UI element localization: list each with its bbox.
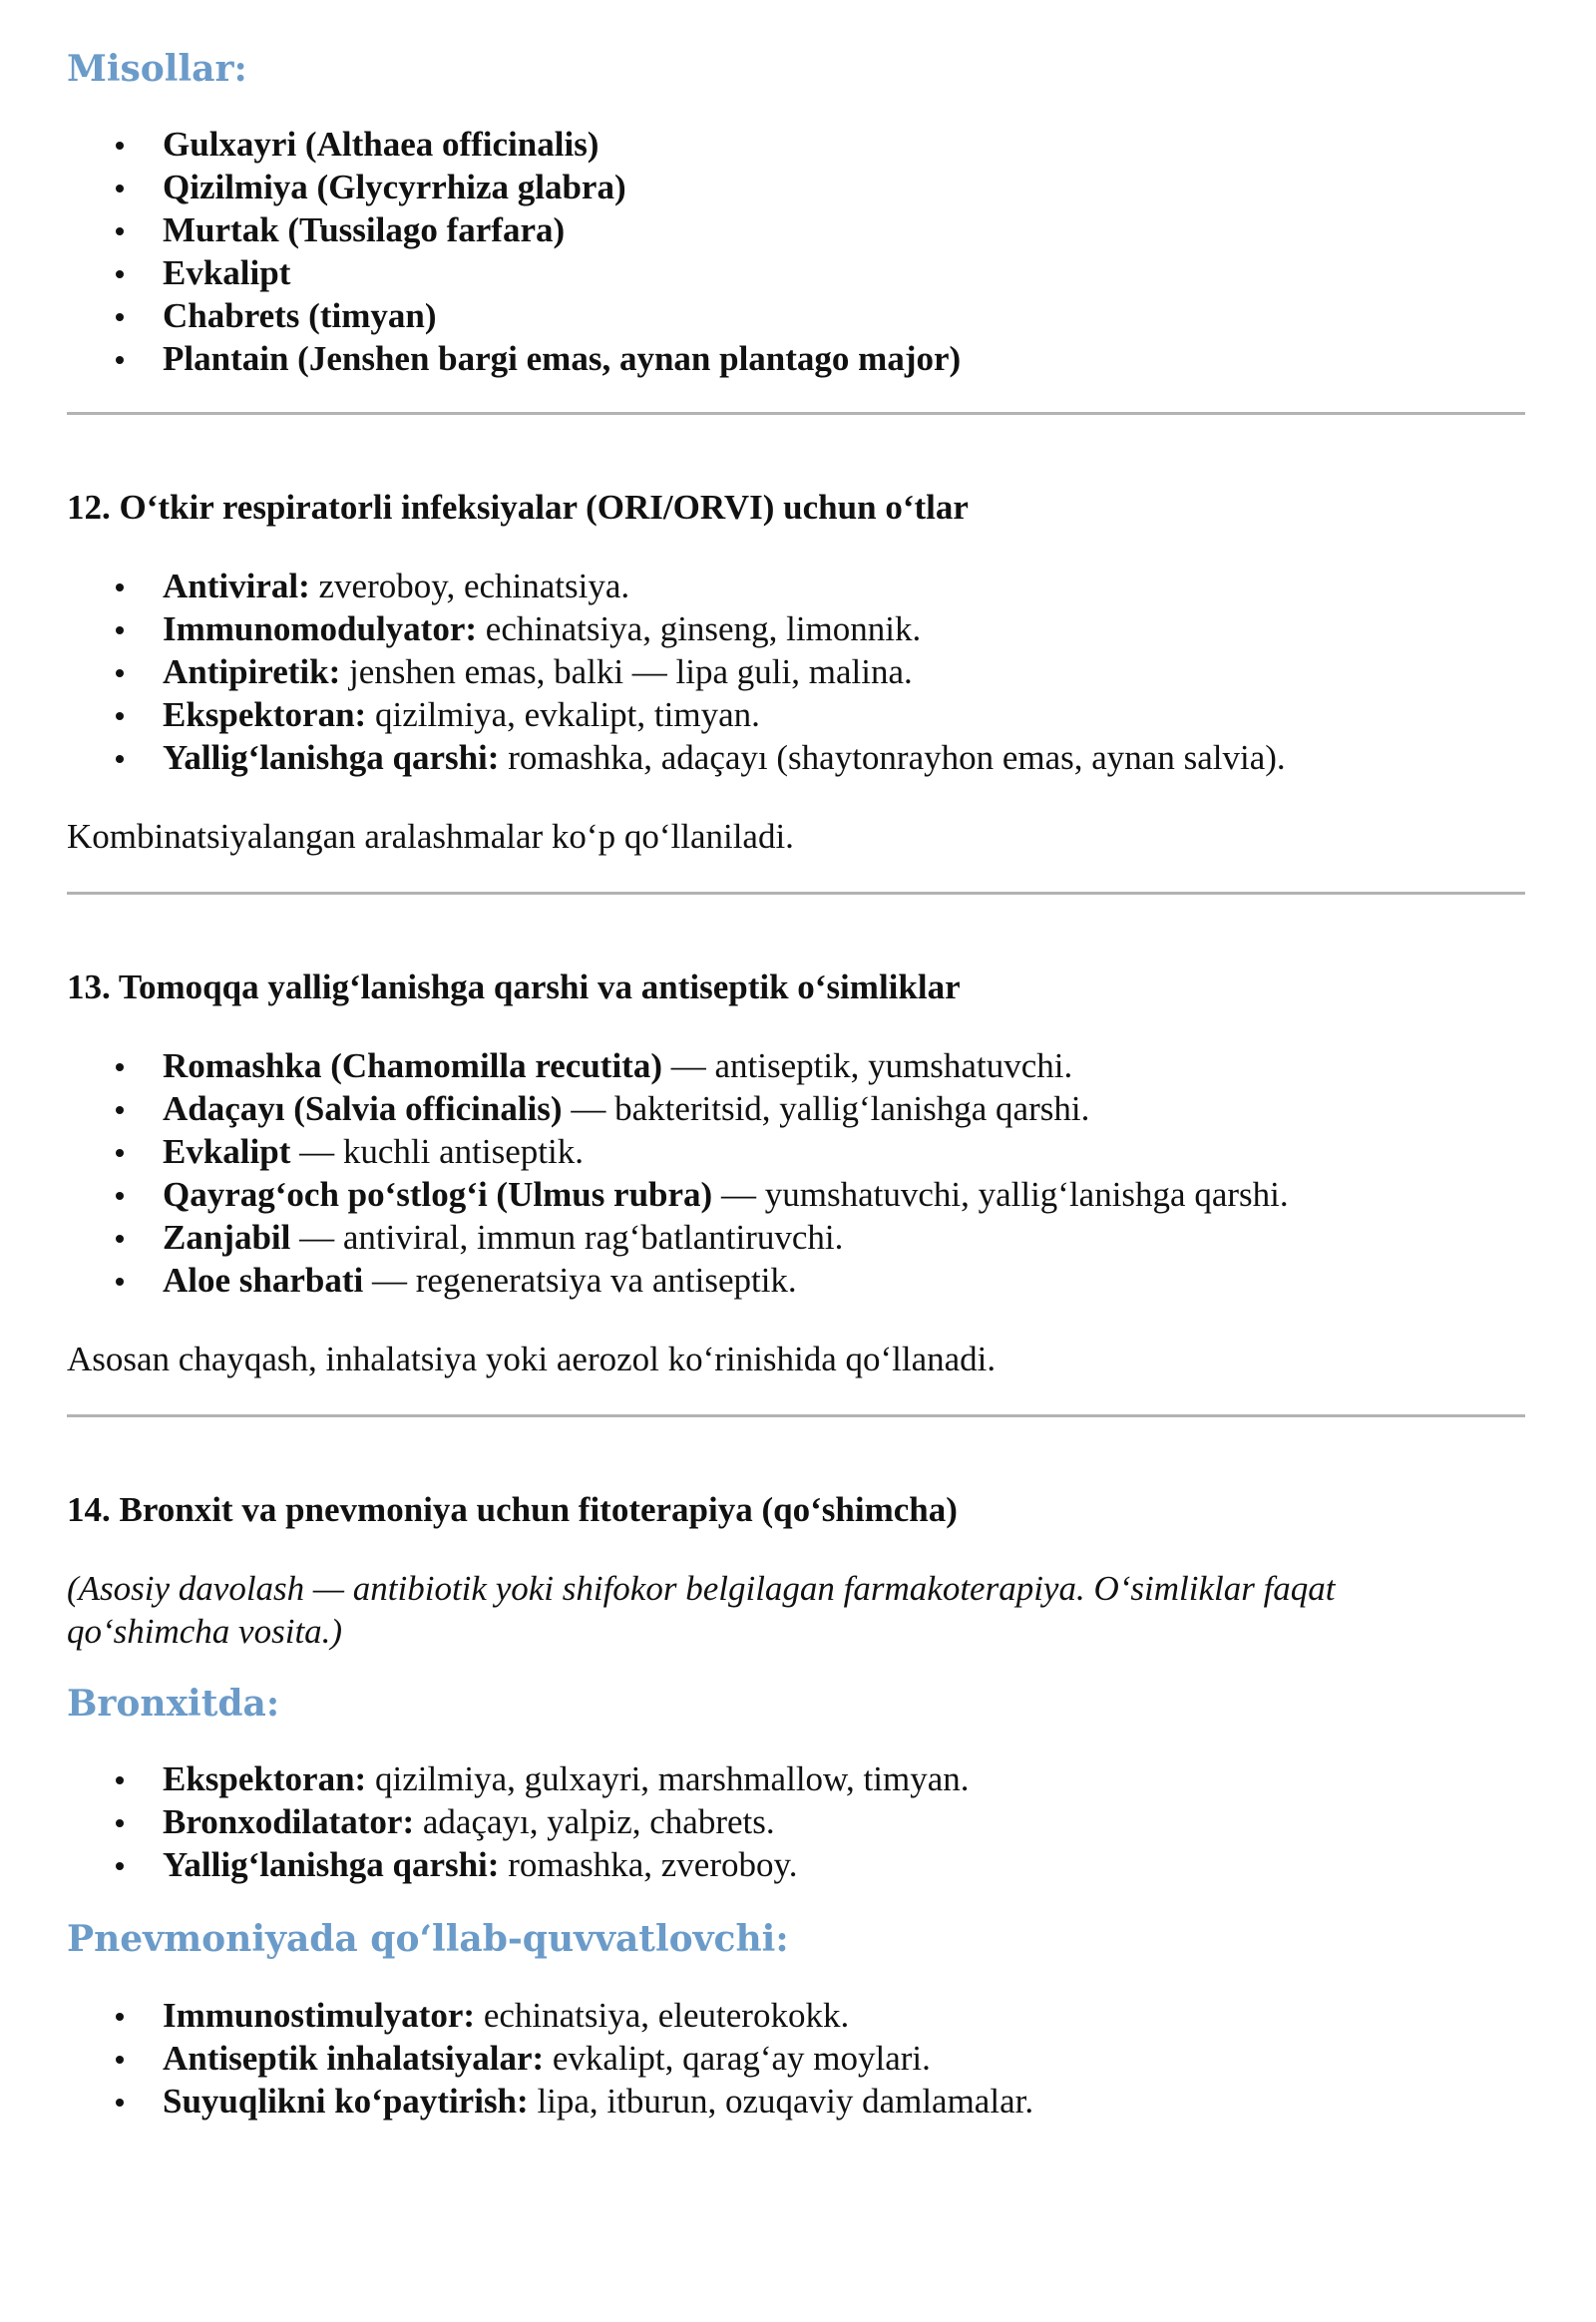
item-desc: — kuchli antiseptik. [290,1132,584,1172]
item-term: Zanjabil [163,1218,291,1258]
list-item: Gulxayri (Althaea officinalis) [67,123,1525,166]
item-term: Immunostimulyator: [163,1995,476,2035]
item-desc: romashka, zveroboy. [499,1845,798,1885]
section-14-italic-note [67,1567,1525,1653]
item-term: Qayrag‘och po‘stlog‘i (Ulmus rubra) [163,1175,713,1215]
misollar-list [67,123,1525,380]
list-item [67,736,1525,779]
item-term: Immunomodulyator: [163,609,478,649]
section-divider [67,1414,1525,1417]
bronxit-list [67,1757,1525,1886]
item-term: Suyuqlikni ko‘paytirish: [163,2081,529,2121]
list-item [67,607,1525,650]
item-term: Antipiretik: [163,652,341,692]
list-item [67,1087,1525,1130]
list-item [67,1216,1525,1259]
pnevmoniya-list [67,1994,1525,2123]
item-desc: — bakteritsid, yallig‘lanishga qarshi. [562,1089,1090,1129]
item-desc: echinatsiya, eleuterokokk. [475,1995,850,2035]
item-desc: romashka, adaçayı (shaytonrayhon emas, aynan salvia). [499,738,1286,778]
section-divider [67,412,1525,415]
section-13-list [67,1044,1525,1302]
item-term: Yallig‘lanishga qarshi: [163,1845,500,1885]
item-term: Yallig‘lanishga qarshi: [163,738,500,778]
item-desc: — regeneratsiya va antiseptik. [363,1261,797,1301]
item-term: Antiviral: [163,567,310,606]
list-item: Chabrets (timyan) [67,294,1525,337]
list-item [67,2037,1525,2080]
list-item [67,1843,1525,1886]
item-term: Bronxodilatator: [163,1802,415,1842]
item-desc: zveroboy, echinatsiya. [309,567,630,606]
document-page [67,40,1525,2123]
list-item [67,650,1525,693]
pnevmoniya-heading: Pnevmoniyada qo‘llab-quvvatlovchi: [67,1918,789,1961]
item-term: Aloe sharbati [163,1261,364,1301]
list-item [67,1994,1525,2037]
item-term: Romashka (Chamomilla recutita) [163,1046,662,1086]
item-desc: lipa, itburun, ozuqaviy damlamalar. [528,2081,1034,2121]
list-item [67,1044,1525,1087]
item-term: Ekspektoran: [163,695,367,735]
item-term: Ekspektoran: [163,1759,367,1799]
list-item [67,1757,1525,1800]
section-12-title: 12. O‘tkir respiratorli infeksiyalar (ORI/ORVI) uchun o‘tlar [67,488,969,528]
list-item [67,1130,1525,1173]
item-term: Adaçayı (Salvia officinalis) [163,1089,563,1129]
list-item [67,565,1525,607]
list-item [67,1259,1525,1302]
item-desc: qizilmiya, gulxayri, marshmallow, timyan. [366,1759,970,1799]
section-13-note: Asosan chayqash, inhalatsiya yoki aerozol ko‘rinishida qo‘llanadi. [67,1340,997,1379]
item-desc: — antiseptik, yumshatuvchi. [662,1046,1073,1086]
item-desc: — antiviral, immun rag‘batlantiruvchi. [290,1218,844,1258]
list-item [67,693,1525,736]
item-term: Evkalipt [163,1132,291,1172]
italic-note-line-1: (Asosiy davolash — antibiotik yoki shifokor belgilagan farmakoterapiya. O‘simliklar faqat [67,1569,1336,1609]
list-item: Qizilmiya (Glycyrrhiza glabra) [67,166,1525,208]
misollar-heading: Misollar: [67,48,247,90]
item-desc: — yumshatuvchi, yallig‘lanishga qarshi. [712,1175,1289,1215]
section-12-list [67,565,1525,779]
item-term: Antiseptik inhalatsiyalar: [163,2038,545,2078]
list-item [67,1800,1525,1843]
list-item: Plantain (Jenshen bargi emas, aynan plantago major) [67,337,1525,380]
section-13-title: 13. Tomoqqa yallig‘lanishga qarshi va antiseptik o‘simliklar [67,968,961,1007]
item-desc: jenshen emas, balki — lipa guli, malina. [340,652,913,692]
bronxit-heading: Bronxitda: [67,1683,280,1726]
section-14-title: 14. Bronxit va pnevmoniya uchun fitoterapiya (qo‘shimcha) [67,1490,958,1530]
list-item: Murtak (Tussilago farfara) [67,208,1525,251]
item-desc: qizilmiya, evkalipt, timyan. [366,695,760,735]
section-12-note: Kombinatsiyalangan aralashmalar ko‘p qo‘llaniladi. [67,817,794,857]
italic-note-line-2: qo‘shimcha vosita.) [67,1612,343,1652]
section-divider [67,892,1525,895]
item-desc: adaçayı, yalpiz, chabrets. [414,1802,775,1842]
item-desc: echinatsiya, ginseng, limonnik. [477,609,922,649]
list-item [67,2080,1525,2123]
item-desc: evkalipt, qarag‘ay moylari. [544,2038,931,2078]
list-item: Evkalipt [67,251,1525,294]
list-item [67,1173,1525,1216]
